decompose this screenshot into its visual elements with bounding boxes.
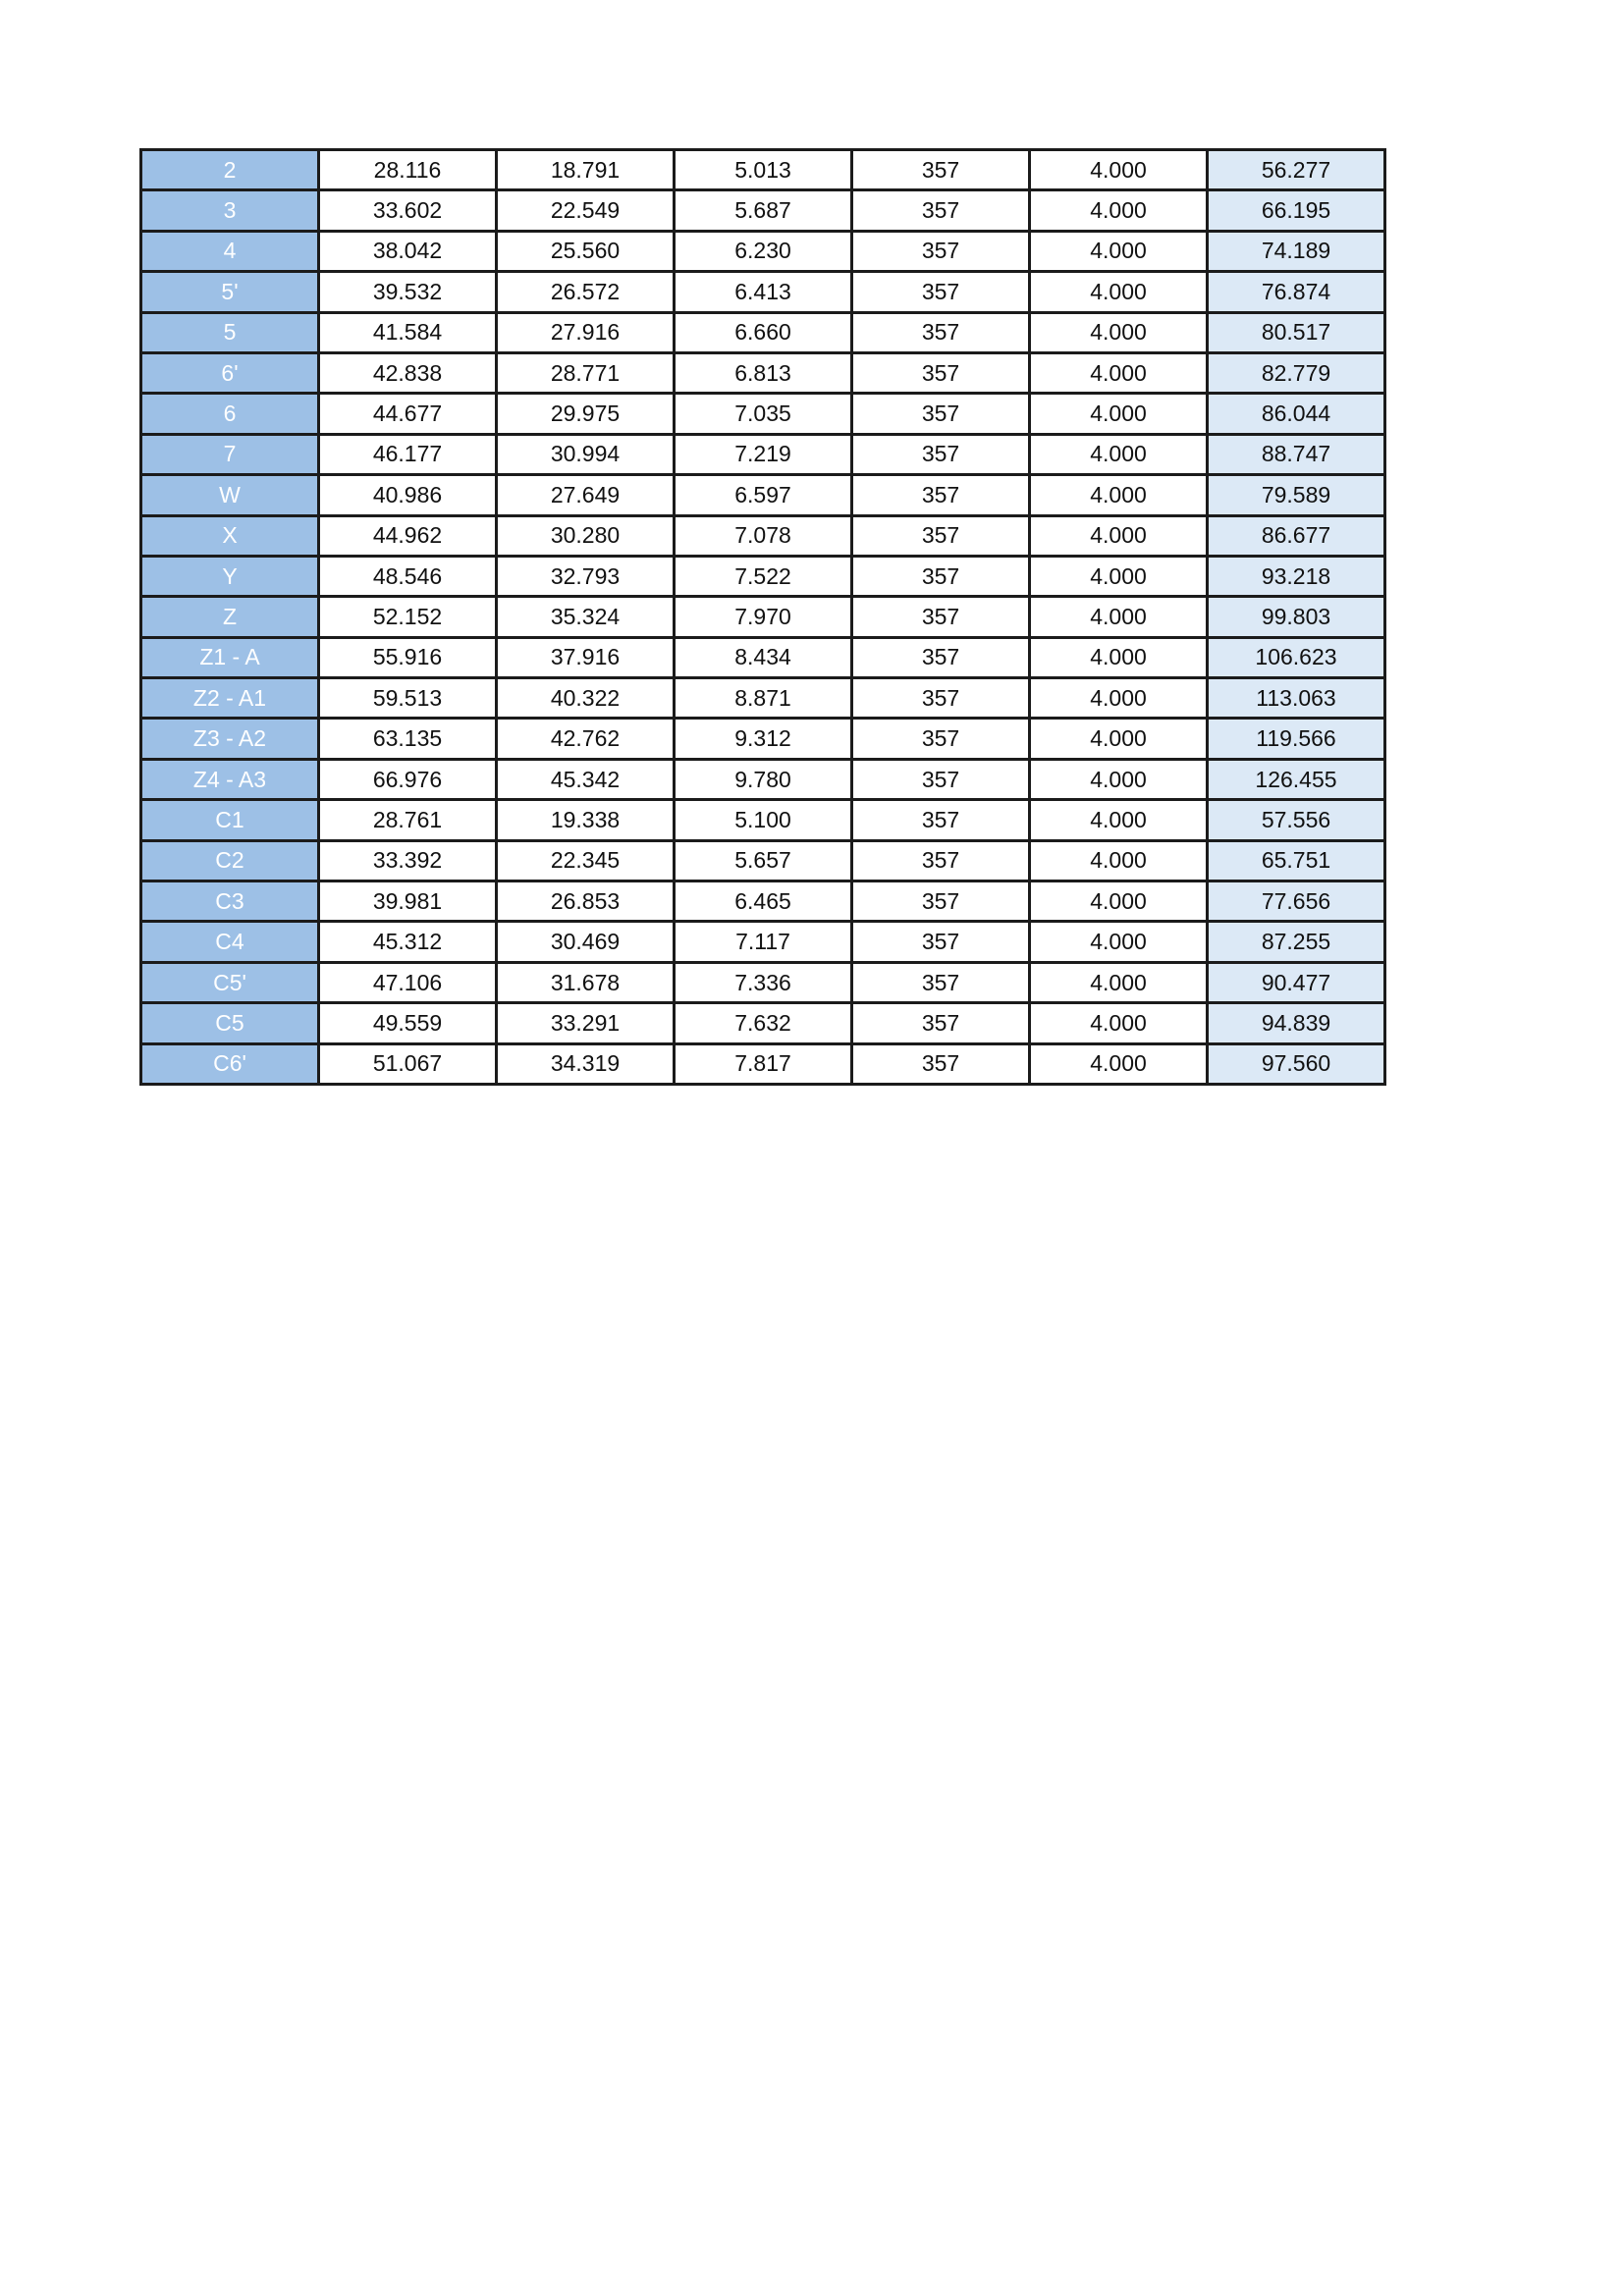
value-cell-3: 5.013 bbox=[675, 150, 852, 190]
value-cell-3: 7.817 bbox=[675, 1043, 852, 1084]
table-row bbox=[141, 312, 1385, 352]
value-cell-2: 29.975 bbox=[497, 394, 675, 434]
value-cell-1: 28.761 bbox=[319, 800, 497, 840]
table-row bbox=[141, 190, 1385, 231]
value-cell-1: 44.962 bbox=[319, 515, 497, 556]
value-cell-5: 4.000 bbox=[1030, 272, 1208, 312]
row-code-cell: C6' bbox=[141, 1043, 319, 1084]
value-cell-5: 4.000 bbox=[1030, 881, 1208, 922]
value-cell-4: 357 bbox=[852, 312, 1030, 352]
value-cell-5: 4.000 bbox=[1030, 1043, 1208, 1084]
row-code-cell: Z2 - A1 bbox=[141, 678, 319, 719]
value-cell-2: 40.322 bbox=[497, 678, 675, 719]
table-body bbox=[141, 150, 1385, 1085]
table-row bbox=[141, 922, 1385, 962]
value-cell-4: 357 bbox=[852, 515, 1030, 556]
row-code-cell: 5 bbox=[141, 312, 319, 352]
total-cell: 126.455 bbox=[1208, 759, 1385, 799]
row-code-cell: 3 bbox=[141, 190, 319, 231]
table-row bbox=[141, 150, 1385, 190]
value-cell-2: 26.853 bbox=[497, 881, 675, 922]
value-cell-4: 357 bbox=[852, 272, 1030, 312]
value-cell-3: 6.597 bbox=[675, 475, 852, 515]
value-cell-1: 33.392 bbox=[319, 840, 497, 881]
total-cell: 65.751 bbox=[1208, 840, 1385, 881]
value-cell-5: 4.000 bbox=[1030, 719, 1208, 759]
value-cell-1: 55.916 bbox=[319, 637, 497, 677]
value-cell-1: 51.067 bbox=[319, 1043, 497, 1084]
value-cell-4: 357 bbox=[852, 150, 1030, 190]
row-code-cell: 6' bbox=[141, 352, 319, 393]
table-row bbox=[141, 678, 1385, 719]
row-code-cell: 4 bbox=[141, 231, 319, 271]
total-cell: 88.747 bbox=[1208, 434, 1385, 474]
value-cell-3: 6.465 bbox=[675, 881, 852, 922]
value-cell-5: 4.000 bbox=[1030, 759, 1208, 799]
row-code-cell: 6 bbox=[141, 394, 319, 434]
value-cell-3: 7.970 bbox=[675, 597, 852, 637]
value-cell-4: 357 bbox=[852, 962, 1030, 1002]
value-cell-1: 39.981 bbox=[319, 881, 497, 922]
table-row bbox=[141, 1043, 1385, 1084]
value-cell-2: 26.572 bbox=[497, 272, 675, 312]
value-cell-2: 45.342 bbox=[497, 759, 675, 799]
value-cell-4: 357 bbox=[852, 922, 1030, 962]
total-cell: 82.779 bbox=[1208, 352, 1385, 393]
value-cell-3: 7.522 bbox=[675, 556, 852, 596]
value-cell-4: 357 bbox=[852, 597, 1030, 637]
value-cell-4: 357 bbox=[852, 840, 1030, 881]
data-table bbox=[139, 148, 1386, 1086]
value-cell-1: 49.559 bbox=[319, 1003, 497, 1043]
value-cell-2: 33.291 bbox=[497, 1003, 675, 1043]
value-cell-4: 357 bbox=[852, 394, 1030, 434]
value-cell-5: 4.000 bbox=[1030, 840, 1208, 881]
value-cell-2: 19.338 bbox=[497, 800, 675, 840]
total-cell: 99.803 bbox=[1208, 597, 1385, 637]
value-cell-4: 357 bbox=[852, 556, 1030, 596]
value-cell-2: 31.678 bbox=[497, 962, 675, 1002]
table-row bbox=[141, 800, 1385, 840]
total-cell: 97.560 bbox=[1208, 1043, 1385, 1084]
value-cell-3: 6.230 bbox=[675, 231, 852, 271]
table-row bbox=[141, 962, 1385, 1002]
total-cell: 77.656 bbox=[1208, 881, 1385, 922]
value-cell-1: 42.838 bbox=[319, 352, 497, 393]
table-row bbox=[141, 434, 1385, 474]
value-cell-3: 5.100 bbox=[675, 800, 852, 840]
total-cell: 80.517 bbox=[1208, 312, 1385, 352]
value-cell-2: 22.345 bbox=[497, 840, 675, 881]
value-cell-5: 4.000 bbox=[1030, 312, 1208, 352]
value-cell-3: 6.413 bbox=[675, 272, 852, 312]
table-row bbox=[141, 719, 1385, 759]
value-cell-1: 66.976 bbox=[319, 759, 497, 799]
table-row bbox=[141, 352, 1385, 393]
total-cell: 106.623 bbox=[1208, 637, 1385, 677]
row-code-cell: C1 bbox=[141, 800, 319, 840]
value-cell-2: 22.549 bbox=[497, 190, 675, 231]
value-cell-5: 4.000 bbox=[1030, 678, 1208, 719]
value-cell-3: 7.336 bbox=[675, 962, 852, 1002]
value-cell-1: 52.152 bbox=[319, 597, 497, 637]
total-cell: 87.255 bbox=[1208, 922, 1385, 962]
value-cell-4: 357 bbox=[852, 759, 1030, 799]
value-cell-1: 28.116 bbox=[319, 150, 497, 190]
total-cell: 86.044 bbox=[1208, 394, 1385, 434]
total-cell: 93.218 bbox=[1208, 556, 1385, 596]
value-cell-3: 9.312 bbox=[675, 719, 852, 759]
value-cell-1: 47.106 bbox=[319, 962, 497, 1002]
value-cell-5: 4.000 bbox=[1030, 434, 1208, 474]
value-cell-4: 357 bbox=[852, 352, 1030, 393]
value-cell-5: 4.000 bbox=[1030, 475, 1208, 515]
value-cell-1: 44.677 bbox=[319, 394, 497, 434]
value-cell-2: 18.791 bbox=[497, 150, 675, 190]
value-cell-3: 6.660 bbox=[675, 312, 852, 352]
value-cell-1: 45.312 bbox=[319, 922, 497, 962]
value-cell-1: 46.177 bbox=[319, 434, 497, 474]
total-cell: 74.189 bbox=[1208, 231, 1385, 271]
value-cell-2: 30.994 bbox=[497, 434, 675, 474]
value-cell-1: 40.986 bbox=[319, 475, 497, 515]
value-cell-3: 8.434 bbox=[675, 637, 852, 677]
row-code-cell: X bbox=[141, 515, 319, 556]
total-cell: 66.195 bbox=[1208, 190, 1385, 231]
value-cell-4: 357 bbox=[852, 881, 1030, 922]
value-cell-2: 27.649 bbox=[497, 475, 675, 515]
value-cell-2: 35.324 bbox=[497, 597, 675, 637]
value-cell-5: 4.000 bbox=[1030, 394, 1208, 434]
value-cell-2: 28.771 bbox=[497, 352, 675, 393]
value-cell-2: 30.469 bbox=[497, 922, 675, 962]
value-cell-3: 5.657 bbox=[675, 840, 852, 881]
value-cell-2: 30.280 bbox=[497, 515, 675, 556]
total-cell: 119.566 bbox=[1208, 719, 1385, 759]
row-code-cell: C5' bbox=[141, 962, 319, 1002]
value-cell-3: 7.078 bbox=[675, 515, 852, 556]
row-code-cell: Z bbox=[141, 597, 319, 637]
value-cell-3: 8.871 bbox=[675, 678, 852, 719]
table-row bbox=[141, 475, 1385, 515]
value-cell-4: 357 bbox=[852, 719, 1030, 759]
row-code-cell: Z3 - A2 bbox=[141, 719, 319, 759]
value-cell-2: 42.762 bbox=[497, 719, 675, 759]
value-cell-5: 4.000 bbox=[1030, 922, 1208, 962]
value-cell-3: 5.687 bbox=[675, 190, 852, 231]
value-cell-3: 7.117 bbox=[675, 922, 852, 962]
row-code-cell: C5 bbox=[141, 1003, 319, 1043]
value-cell-3: 6.813 bbox=[675, 352, 852, 393]
total-cell: 94.839 bbox=[1208, 1003, 1385, 1043]
table-row bbox=[141, 556, 1385, 596]
row-code-cell: Y bbox=[141, 556, 319, 596]
value-cell-5: 4.000 bbox=[1030, 515, 1208, 556]
total-cell: 76.874 bbox=[1208, 272, 1385, 312]
value-cell-1: 38.042 bbox=[319, 231, 497, 271]
row-code-cell: C3 bbox=[141, 881, 319, 922]
value-cell-3: 7.219 bbox=[675, 434, 852, 474]
total-cell: 56.277 bbox=[1208, 150, 1385, 190]
value-cell-1: 33.602 bbox=[319, 190, 497, 231]
value-cell-5: 4.000 bbox=[1030, 190, 1208, 231]
table-row bbox=[141, 637, 1385, 677]
value-cell-2: 25.560 bbox=[497, 231, 675, 271]
value-cell-4: 357 bbox=[852, 190, 1030, 231]
row-code-cell: 5' bbox=[141, 272, 319, 312]
value-cell-5: 4.000 bbox=[1030, 352, 1208, 393]
table-row bbox=[141, 515, 1385, 556]
value-cell-3: 9.780 bbox=[675, 759, 852, 799]
value-cell-4: 357 bbox=[852, 475, 1030, 515]
value-cell-2: 34.319 bbox=[497, 1043, 675, 1084]
value-cell-4: 357 bbox=[852, 434, 1030, 474]
value-cell-5: 4.000 bbox=[1030, 637, 1208, 677]
value-cell-5: 4.000 bbox=[1030, 1003, 1208, 1043]
value-cell-4: 357 bbox=[852, 1003, 1030, 1043]
value-cell-1: 63.135 bbox=[319, 719, 497, 759]
total-cell: 90.477 bbox=[1208, 962, 1385, 1002]
total-cell: 79.589 bbox=[1208, 475, 1385, 515]
table-row bbox=[141, 1003, 1385, 1043]
value-cell-5: 4.000 bbox=[1030, 962, 1208, 1002]
total-cell: 57.556 bbox=[1208, 800, 1385, 840]
value-cell-5: 4.000 bbox=[1030, 597, 1208, 637]
table-row bbox=[141, 759, 1385, 799]
value-cell-4: 357 bbox=[852, 800, 1030, 840]
value-cell-4: 357 bbox=[852, 1043, 1030, 1084]
row-code-cell: C4 bbox=[141, 922, 319, 962]
value-cell-4: 357 bbox=[852, 678, 1030, 719]
row-code-cell: Z4 - A3 bbox=[141, 759, 319, 799]
value-cell-4: 357 bbox=[852, 231, 1030, 271]
value-cell-4: 357 bbox=[852, 637, 1030, 677]
table-row bbox=[141, 840, 1385, 881]
row-code-cell: C2 bbox=[141, 840, 319, 881]
value-cell-3: 7.035 bbox=[675, 394, 852, 434]
value-cell-5: 4.000 bbox=[1030, 800, 1208, 840]
value-cell-2: 27.916 bbox=[497, 312, 675, 352]
value-cell-5: 4.000 bbox=[1030, 231, 1208, 271]
table-row bbox=[141, 231, 1385, 271]
row-code-cell: 7 bbox=[141, 434, 319, 474]
total-cell: 113.063 bbox=[1208, 678, 1385, 719]
row-code-cell: Z1 - A bbox=[141, 637, 319, 677]
value-cell-1: 41.584 bbox=[319, 312, 497, 352]
table-row bbox=[141, 881, 1385, 922]
value-cell-1: 59.513 bbox=[319, 678, 497, 719]
value-cell-3: 7.632 bbox=[675, 1003, 852, 1043]
total-cell: 86.677 bbox=[1208, 515, 1385, 556]
table-row bbox=[141, 272, 1385, 312]
value-cell-1: 39.532 bbox=[319, 272, 497, 312]
table-row bbox=[141, 394, 1385, 434]
row-code-cell: W bbox=[141, 475, 319, 515]
value-cell-2: 32.793 bbox=[497, 556, 675, 596]
value-cell-5: 4.000 bbox=[1030, 556, 1208, 596]
value-cell-2: 37.916 bbox=[497, 637, 675, 677]
value-cell-5: 4.000 bbox=[1030, 150, 1208, 190]
row-code-cell: 2 bbox=[141, 150, 319, 190]
value-cell-1: 48.546 bbox=[319, 556, 497, 596]
table-row bbox=[141, 597, 1385, 637]
